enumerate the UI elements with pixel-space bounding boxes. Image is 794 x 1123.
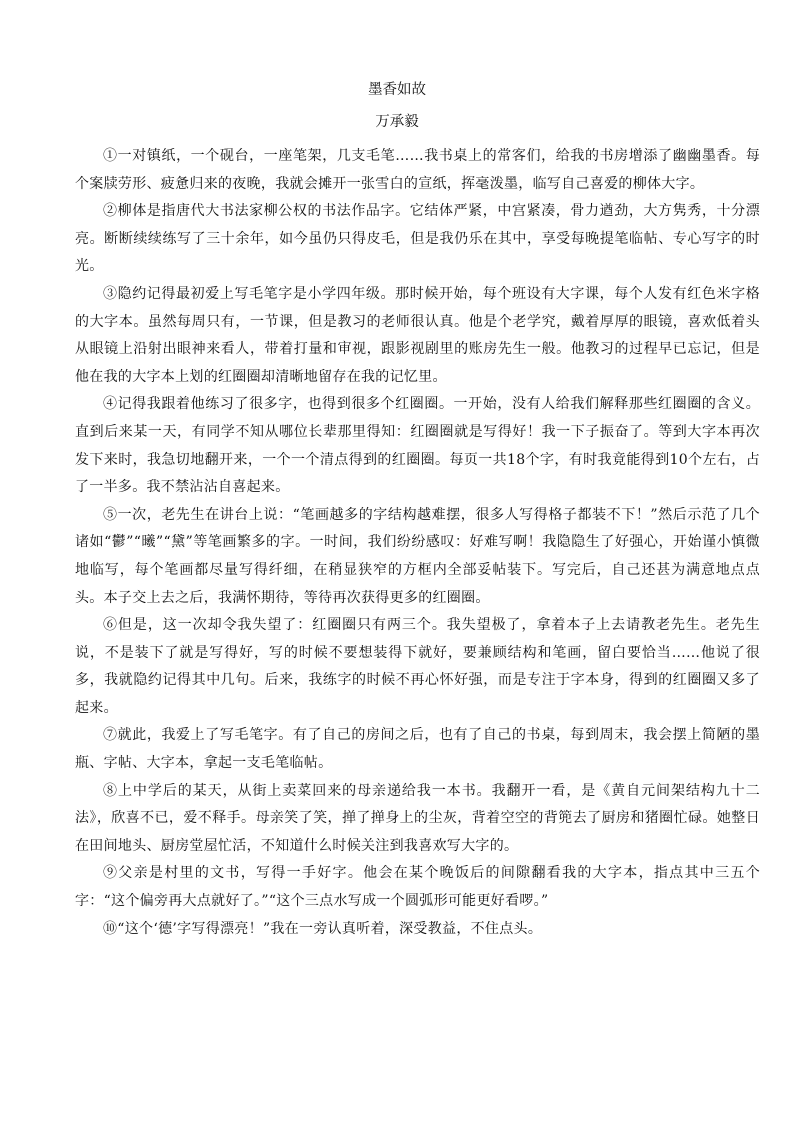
- paragraph-9: ⑨父亲是村里的文书，写得一手好字。他会在某个晚饭后的间隙翻看我的大字本，指点其中三五个字：“这个偏旁再大点就好了。”“这个三点水写成一个圆弧形可能更好看啰。”: [75, 865, 760, 910]
- article-author: 万承毅: [375, 114, 419, 130]
- paragraph-4: ④记得我跟着他练习了很多字，也得到很多个红圈圈。一开始，没有人给我们解释那些红圈圈的含义。直到后来某一天，有同学不知从哪位长辈那里得知：红圈圈就是写得好！我一下子振奋了。等到大字本再次发下来时，我急切地翻开来，一个一个清点得到的红圈圈。每页一共18个字，有时我竟能得到10个左右，占了一半多。我不禁沾沾自喜起来。: [75, 396, 760, 496]
- paragraph-7: ⑦就此，我爱上了写毛笔字。有了自己的房间之后，也有了自己的书桌，每到周末，我会摆上简陋的墨瓶、字帖、大字本，拿起一支毛笔临帖。: [75, 727, 760, 772]
- paragraph-3: ③隐约记得最初爱上写毛笔字是小学四年级。那时候开始，每个班设有大字课，每个人发有红色米字格的大字本。虽然每周只有，一节课，但是教习的老师很认真。他是个老学究，戴着厚厚的眼镜，喜欢低着头从眼镜上沿射出眼神来看人，带着打量和审视，跟影视剧里的账房先生一般。他教习的过程早已忘记，但是他在我的大字本上划的红圈圈却清晰地留存在我的记忆里。: [75, 285, 760, 385]
- paragraph-1: ①一对镇纸，一个砚台，一座笔架，几支毛笔……我书桌上的常客们，给我的书房增添了幽幽墨香。每个案牍劳形、疲惫归来的夜晚，我就会摊开一张雪白的宣纸，挥毫泼墨，临写自己喜爱的柳体大字。: [75, 148, 760, 192]
- article-title: 墨香如故: [368, 82, 426, 98]
- paragraph-5: ⑤一次，老先生在讲台上说：“笔画越多的字结构越难摆，很多人写得格子都装不下！”然后示范了几个诸如“鬱”“曦”“黛”等笔画繁多的字。一时间，我们纷纷感叹：好难写啊！我隐隐生了好强心，开始谨小慎微地临写，每个笔画都尽量写得纤细，在稍显狭窄的方框内全部妥帖装下。写完后，自己还甚为满意地点点头。本子交上去之后，我满怀期待，等待再次获得更多的红圈圈。: [75, 506, 760, 606]
- paragraph-6: ⑥但是，这一次却令我失望了：红圈圈只有两三个。我失望极了，拿着本子上去请教老先生。老先生说，不是装下了就是写得好，写的时候不要想装得下就好，要兼顾结构和笔画，留白要恰当……他说了很多，我就隐约记得其中几句。后来，我练字的时候不再心怀好强，而是专注于字本身，得到的红圈圈又多了起来。: [75, 617, 760, 716]
- paragraph-10: ⑩“这个‘德’字写得漂亮！”我在一旁认真听着，深受教益，不住点头。: [103, 920, 543, 937]
- paragraph-2: ②柳体是指唐代大书法家柳公权的书法作品字。它结体严紧，中宫紧凑，骨力遒劲，大方隽秀，十分漂亮。断断续续练写了三十余年，如今虽仍只得皮毛，但是我仍乐在其中，享受每晚提笔临帖、专心写字的时光。: [75, 203, 760, 275]
- article-body: [75, 143, 760, 943]
- paragraph-8: ⑧上中学后的某天，从街上卖菜回来的母亲递给我一本书。我翻开一看，是《黄自元间架结构九十二法》，欣喜不已，爱不释手。母亲笑了笑，掸了掸身上的尘灰，背着空空的背篼去了厨房和猪圈忙碌。她整日在田间地头、厨房堂屋忙活，不知道什么时候关注到我喜欢写大字的。: [75, 782, 760, 854]
